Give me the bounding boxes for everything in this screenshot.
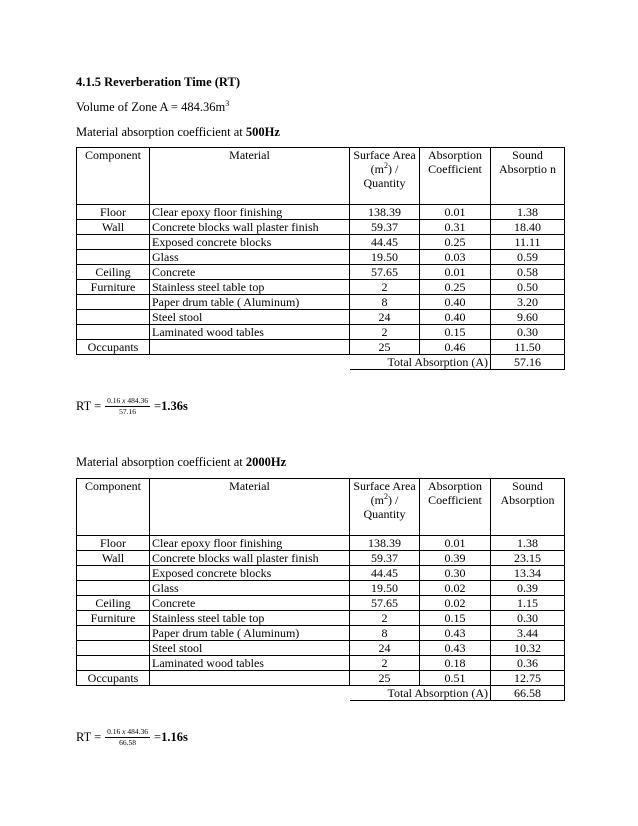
cell-surface-area: 8 [350,626,420,641]
cell-material: Steel stool [150,310,350,325]
cell-sound-absorption: 23.15 [491,551,565,566]
table-caption-frequency: 500Hz [245,125,280,139]
header-surface-area-suffix: ) / Quantity [363,162,406,190]
total-row-spacer [77,355,350,370]
cell-absorption-coefficient: 0.46 [420,340,491,355]
cell-absorption-coefficient: 0.25 [420,280,491,295]
total-row [77,355,565,370]
cell-component [77,250,150,265]
table-header-row [77,479,565,536]
cell-surface-area: 59.37 [350,551,420,566]
formula-result: 1.16s [161,730,188,744]
formula-fraction [105,396,150,417]
cell-component [77,235,150,250]
cell-material [150,671,350,686]
header-surface-area-text: Surface Area (m [353,148,416,176]
cell-absorption-coefficient: 0.40 [420,310,491,325]
cell-absorption-coefficient: 0.02 [420,581,491,596]
rt-formula-2000hz [76,727,188,748]
cell-surface-area: 44.45 [350,566,420,581]
cell-material: Glass [150,250,350,265]
cell-absorption-coefficient: 0.40 [420,295,491,310]
table-row [77,205,565,220]
header-material: Material [150,148,350,205]
cell-material: Stainless steel table top [150,280,350,295]
cell-surface-area: 138.39 [350,205,420,220]
cell-material: Paper drum table ( Aluminum) [150,295,350,310]
cell-surface-area: 25 [350,340,420,355]
table-caption-text: Material absorption coefficient at [76,455,246,469]
cell-surface-area: 138.39 [350,536,420,551]
header-surface-area-suffix: ) / Quantity [363,493,406,521]
table-caption-frequency: 2000Hz [245,455,287,469]
cell-sound-absorption: 0.58 [491,265,565,280]
cell-component [77,310,150,325]
table-row [77,611,565,626]
cell-absorption-coefficient: 0.01 [420,265,491,280]
table-row [77,536,565,551]
header-surface-area [350,148,420,205]
zone-volume-unit-superscript: 3 [225,98,230,108]
cell-surface-area: 19.50 [350,581,420,596]
table-header-row [77,148,565,205]
cell-surface-area: 57.65 [350,596,420,611]
cell-absorption-coefficient: 0.25 [420,235,491,250]
zone-volume [76,100,229,115]
cell-material: Clear epoxy floor finishing [150,205,350,220]
table-caption-500hz [76,125,280,140]
cell-absorption-coefficient: 0.02 [420,596,491,611]
cell-surface-area: 44.45 [350,235,420,250]
table-row [77,671,565,686]
cell-component: Furniture [77,280,150,295]
cell-material: Clear epoxy floor finishing [150,536,350,551]
cell-material: Steel stool [150,641,350,656]
table-row [77,641,565,656]
cell-material: Laminated wood tables [150,656,350,671]
cell-material: Concrete blocks wall plaster finish [150,220,350,235]
table-row [77,310,565,325]
numerator-times: x [122,396,126,405]
table-caption-2000hz [76,455,286,470]
cell-sound-absorption: 0.50 [491,280,565,295]
header-absorption-coefficient: Absorption Coefficient [420,479,491,536]
cell-component [77,656,150,671]
cell-component: Occupants [77,671,150,686]
cell-surface-area: 2 [350,611,420,626]
cell-absorption-coefficient: 0.18 [420,656,491,671]
header-component: Component [77,479,150,536]
cell-material: Glass [150,581,350,596]
formula-equals: = [154,730,162,744]
cell-material: Concrete [150,596,350,611]
cell-surface-area: 24 [350,310,420,325]
cell-material [150,340,350,355]
cell-sound-absorption: 0.39 [491,581,565,596]
header-sound-absorption: Sound Absorptio n [491,148,565,205]
cell-component: Furniture [77,611,150,626]
cell-surface-area: 8 [350,295,420,310]
numerator-coefficient: 0.16 [107,727,123,736]
section-heading: 4.1.5 Reverberation Time (RT) [76,75,241,89]
cell-sound-absorption: 0.59 [491,250,565,265]
header-surface-area-superscript: 2 [384,161,388,170]
numerator-times: x [122,727,126,736]
cell-component: Ceiling [77,265,150,280]
cell-sound-absorption: 11.11 [491,235,565,250]
total-absorption-value: 57.16 [491,355,565,370]
cell-surface-area: 19.50 [350,250,420,265]
table-row [77,325,565,340]
cell-component [77,581,150,596]
cell-surface-area: 24 [350,641,420,656]
cell-surface-area: 25 [350,671,420,686]
numerator-volume: 484.36 [125,396,149,405]
formula-prefix: RT = [76,730,102,744]
cell-material: Paper drum table ( Aluminum) [150,626,350,641]
absorption-table-500hz [76,147,565,370]
table-row [77,265,565,280]
cell-surface-area: 59.37 [350,220,420,235]
cell-absorption-coefficient: 0.03 [420,250,491,265]
table-row [77,250,565,265]
cell-component [77,626,150,641]
cell-surface-area: 57.65 [350,265,420,280]
formula-numerator [105,727,150,738]
cell-sound-absorption: 0.36 [491,656,565,671]
cell-sound-absorption: 9.60 [491,310,565,325]
numerator-volume: 484.36 [125,727,149,736]
cell-sound-absorption: 12.75 [491,671,565,686]
cell-sound-absorption: 1.15 [491,596,565,611]
formula-equals: = [154,399,162,413]
total-absorption-value: 66.58 [491,686,565,701]
table-row [77,551,565,566]
cell-component [77,295,150,310]
cell-component: Ceiling [77,596,150,611]
header-sound-absorption: Sound Absorption [491,479,565,536]
cell-material: Concrete [150,265,350,280]
total-absorption-label: Total Absorption (A) [350,355,491,370]
cell-component [77,641,150,656]
zone-volume-text: Volume of Zone A = 484.36m [76,100,226,114]
total-row-spacer [77,686,350,701]
cell-material: Stainless steel table top [150,611,350,626]
cell-absorption-coefficient: 0.30 [420,566,491,581]
formula-numerator [105,396,150,407]
cell-sound-absorption: 11.50 [491,340,565,355]
cell-absorption-coefficient: 0.43 [420,626,491,641]
formula-result: 1.36s [161,399,188,413]
cell-sound-absorption: 0.30 [491,611,565,626]
cell-absorption-coefficient: 0.01 [420,205,491,220]
cell-sound-absorption: 1.38 [491,205,565,220]
formula-fraction [105,727,150,748]
cell-sound-absorption: 0.30 [491,325,565,340]
table-row [77,235,565,250]
rt-formula-500hz [76,396,188,417]
cell-absorption-coefficient: 0.39 [420,551,491,566]
cell-absorption-coefficient: 0.15 [420,611,491,626]
formula-denominator: 66.58 [119,738,137,747]
cell-material: Exposed concrete blocks [150,566,350,581]
cell-surface-area: 2 [350,325,420,340]
cell-component [77,566,150,581]
cell-material: Concrete blocks wall plaster finish [150,551,350,566]
cell-sound-absorption: 18.40 [491,220,565,235]
table-row [77,656,565,671]
table-row [77,220,565,235]
cell-component: Wall [77,551,150,566]
header-surface-area-text: Surface Area (m [353,479,416,507]
header-surface-area [350,479,420,536]
cell-absorption-coefficient: 0.43 [420,641,491,656]
header-absorption-coefficient: Absorption Coefficient [420,148,491,205]
table-caption-text: Material absorption coefficient at [76,125,246,139]
formula-prefix: RT = [76,399,102,413]
header-component: Component [77,148,150,205]
numerator-coefficient: 0.16 [107,396,123,405]
formula-denominator: 57.16 [119,407,137,416]
cell-component [77,325,150,340]
cell-surface-area: 2 [350,656,420,671]
cell-surface-area: 2 [350,280,420,295]
cell-component: Floor [77,205,150,220]
table-row [77,596,565,611]
cell-sound-absorption: 3.44 [491,626,565,641]
table-row [77,626,565,641]
cell-component: Occupants [77,340,150,355]
cell-sound-absorption: 3.20 [491,295,565,310]
cell-absorption-coefficient: 0.31 [420,220,491,235]
cell-material: Laminated wood tables [150,325,350,340]
cell-component: Wall [77,220,150,235]
absorption-table-2000hz [76,478,565,701]
cell-absorption-coefficient: 0.51 [420,671,491,686]
header-material: Material [150,479,350,536]
header-surface-area-superscript: 2 [384,492,388,501]
cell-component: Floor [77,536,150,551]
table-row [77,566,565,581]
total-row [77,686,565,701]
cell-material: Exposed concrete blocks [150,235,350,250]
table-row [77,295,565,310]
table-row [77,581,565,596]
cell-absorption-coefficient: 0.01 [420,536,491,551]
cell-sound-absorption: 10.32 [491,641,565,656]
table-row [77,340,565,355]
table-row [77,280,565,295]
cell-sound-absorption: 13.34 [491,566,565,581]
total-absorption-label: Total Absorption (A) [350,686,491,701]
cell-sound-absorption: 1.38 [491,536,565,551]
cell-absorption-coefficient: 0.15 [420,325,491,340]
